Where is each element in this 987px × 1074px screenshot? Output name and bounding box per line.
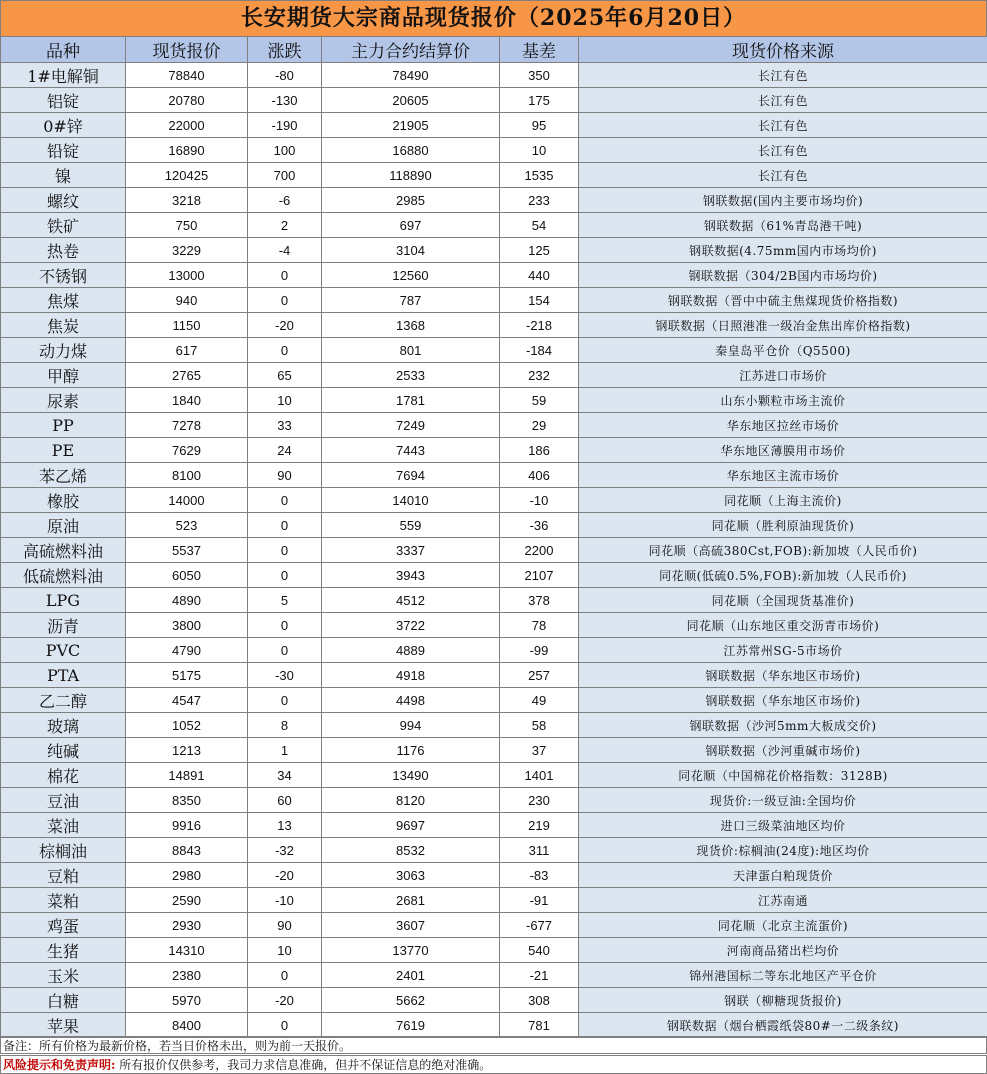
- cell-change: -20: [248, 988, 322, 1013]
- cell-variety: 铝锭: [1, 88, 126, 113]
- cell-basis: 37: [500, 738, 579, 763]
- cell-spot-price: 617: [126, 338, 248, 363]
- cell-basis: 78: [500, 613, 579, 638]
- cell-spot-price: 1840: [126, 388, 248, 413]
- cell-basis: 10: [500, 138, 579, 163]
- cell-spot-price: 523: [126, 513, 248, 538]
- cell-change: 8: [248, 713, 322, 738]
- cell-settlement: 7443: [322, 438, 500, 463]
- table-row: [1, 338, 987, 363]
- cell-variety: PP: [1, 413, 126, 438]
- cell-settlement: 8532: [322, 838, 500, 863]
- cell-variety: 玻璃: [1, 713, 126, 738]
- cell-settlement: 4889: [322, 638, 500, 663]
- cell-price-source: 同花顺（上海主流价): [579, 488, 987, 513]
- cell-spot-price: 22000: [126, 113, 248, 138]
- table-row: [1, 588, 987, 613]
- cell-price-source: 进口三级菜油地区均价: [579, 813, 987, 838]
- cell-spot-price: 5970: [126, 988, 248, 1013]
- cell-variety: 豆油: [1, 788, 126, 813]
- cell-spot-price: 1052: [126, 713, 248, 738]
- cell-change: 0: [248, 288, 322, 313]
- table-row: [1, 63, 987, 88]
- cell-basis: 125: [500, 238, 579, 263]
- header-variety: 品种: [1, 37, 126, 63]
- cell-spot-price: 2930: [126, 913, 248, 938]
- cell-change: 700: [248, 163, 322, 188]
- cell-change: 13: [248, 813, 322, 838]
- table-row: [1, 188, 987, 213]
- cell-settlement: 4918: [322, 663, 500, 688]
- table-header-row: [1, 37, 987, 63]
- cell-basis: 154: [500, 288, 579, 313]
- cell-spot-price: 750: [126, 213, 248, 238]
- cell-change: 90: [248, 913, 322, 938]
- cell-spot-price: 5175: [126, 663, 248, 688]
- cell-variety: 低硫燃料油: [1, 563, 126, 588]
- cell-spot-price: 2590: [126, 888, 248, 913]
- cell-price-source: 长江有色: [579, 88, 987, 113]
- cell-variety: 铁矿: [1, 213, 126, 238]
- table-row: [1, 988, 987, 1013]
- cell-variety: PE: [1, 438, 126, 463]
- cell-settlement: 78490: [322, 63, 500, 88]
- header-change: 涨跌: [248, 37, 322, 63]
- table-row: [1, 438, 987, 463]
- cell-basis: 540: [500, 938, 579, 963]
- table-row: [1, 138, 987, 163]
- table-row: [1, 163, 987, 188]
- cell-variety: 豆粕: [1, 863, 126, 888]
- cell-spot-price: 8843: [126, 838, 248, 863]
- cell-spot-price: 1150: [126, 313, 248, 338]
- cell-change: 10: [248, 388, 322, 413]
- cell-variety: 热卷: [1, 238, 126, 263]
- table-body: [1, 63, 987, 1038]
- cell-change: 0: [248, 563, 322, 588]
- cell-variety: 原油: [1, 513, 126, 538]
- cell-spot-price: 8350: [126, 788, 248, 813]
- cell-price-source: 同花顺(低硫0.5%,FOB):新加坡（人民币价): [579, 563, 987, 588]
- cell-settlement: 20605: [322, 88, 500, 113]
- cell-basis: 1535: [500, 163, 579, 188]
- cell-settlement: 2681: [322, 888, 500, 913]
- cell-spot-price: 4547: [126, 688, 248, 713]
- cell-variety: 螺纹: [1, 188, 126, 213]
- header-spot-price: 现货报价: [126, 37, 248, 63]
- cell-spot-price: 8400: [126, 1013, 248, 1038]
- cell-price-source: 锦州港国标二等东北地区产平仓价: [579, 963, 987, 988]
- table-row: [1, 488, 987, 513]
- cell-spot-price: 7278: [126, 413, 248, 438]
- disclaimer-text: 所有报价仅供参考，我司力求信息准确，但并不保证信息的绝对准确。: [119, 1058, 492, 1072]
- cell-settlement: 2985: [322, 188, 500, 213]
- cell-spot-price: 2765: [126, 363, 248, 388]
- table-row: [1, 813, 987, 838]
- cell-spot-price: 14000: [126, 488, 248, 513]
- cell-settlement: 1176: [322, 738, 500, 763]
- cell-basis: 58: [500, 713, 579, 738]
- cell-change: 33: [248, 413, 322, 438]
- cell-settlement: 13770: [322, 938, 500, 963]
- cell-price-source: 钢联数据（61%青岛港干吨): [579, 213, 987, 238]
- cell-change: 65: [248, 363, 322, 388]
- cell-spot-price: 16890: [126, 138, 248, 163]
- cell-spot-price: 3229: [126, 238, 248, 263]
- cell-spot-price: 4890: [126, 588, 248, 613]
- cell-basis: -218: [500, 313, 579, 338]
- cell-spot-price: 8100: [126, 463, 248, 488]
- cell-price-source: 钢联数据（日照港准一级冶金焦出库价格指数): [579, 313, 987, 338]
- cell-price-source: 江苏南通: [579, 888, 987, 913]
- table-row: [1, 613, 987, 638]
- cell-spot-price: 4790: [126, 638, 248, 663]
- cell-basis: 1401: [500, 763, 579, 788]
- table-row: [1, 463, 987, 488]
- cell-change: 2: [248, 213, 322, 238]
- cell-price-source: 同花顺（全国现货基准价): [579, 588, 987, 613]
- table-row: [1, 838, 987, 863]
- cell-spot-price: 14310: [126, 938, 248, 963]
- cell-variety: LPG: [1, 588, 126, 613]
- cell-variety: 白糖: [1, 988, 126, 1013]
- cell-change: 0: [248, 963, 322, 988]
- cell-price-source: 长江有色: [579, 113, 987, 138]
- cell-price-source: 钢联数据（沙河5mm大板成交价): [579, 713, 987, 738]
- table-row: [1, 913, 987, 938]
- cell-basis: 311: [500, 838, 579, 863]
- cell-spot-price: 2980: [126, 863, 248, 888]
- cell-change: 60: [248, 788, 322, 813]
- cell-basis: -83: [500, 863, 579, 888]
- cell-basis: 308: [500, 988, 579, 1013]
- cell-settlement: 118890: [322, 163, 500, 188]
- cell-change: -32: [248, 838, 322, 863]
- cell-spot-price: 1213: [126, 738, 248, 763]
- cell-settlement: 7619: [322, 1013, 500, 1038]
- cell-settlement: 4498: [322, 688, 500, 713]
- cell-settlement: 2533: [322, 363, 500, 388]
- cell-settlement: 3104: [322, 238, 500, 263]
- cell-variety: 菜粕: [1, 888, 126, 913]
- cell-change: 0: [248, 263, 322, 288]
- cell-change: 0: [248, 688, 322, 713]
- cell-variety: 镍: [1, 163, 126, 188]
- header-price-source: 现货价格来源: [579, 37, 987, 63]
- cell-variety: PTA: [1, 663, 126, 688]
- cell-settlement: 7694: [322, 463, 500, 488]
- cell-change: 0: [248, 638, 322, 663]
- cell-change: 0: [248, 338, 322, 363]
- table-row: [1, 738, 987, 763]
- cell-price-source: 钢联数据（304/2B国内市场均价): [579, 263, 987, 288]
- cell-price-source: 长江有色: [579, 163, 987, 188]
- cell-variety: 甲醇: [1, 363, 126, 388]
- cell-basis: 2200: [500, 538, 579, 563]
- cell-spot-price: 2380: [126, 963, 248, 988]
- cell-basis: 59: [500, 388, 579, 413]
- cell-change: -130: [248, 88, 322, 113]
- cell-spot-price: 13000: [126, 263, 248, 288]
- cell-change: 0: [248, 513, 322, 538]
- cell-basis: 186: [500, 438, 579, 463]
- cell-basis: 49: [500, 688, 579, 713]
- cell-price-source: 钢联数据(4.75mm国内市场均价): [579, 238, 987, 263]
- cell-settlement: 16880: [322, 138, 500, 163]
- cell-price-source: 钢联（柳糖现货报价): [579, 988, 987, 1013]
- table-row: [1, 288, 987, 313]
- cell-basis: 378: [500, 588, 579, 613]
- table-row: [1, 113, 987, 138]
- cell-change: 100: [248, 138, 322, 163]
- cell-settlement: 5662: [322, 988, 500, 1013]
- cell-change: -20: [248, 313, 322, 338]
- cell-basis: 233: [500, 188, 579, 213]
- cell-basis: 350: [500, 63, 579, 88]
- cell-settlement: 3063: [322, 863, 500, 888]
- cell-basis: 29: [500, 413, 579, 438]
- cell-change: -6: [248, 188, 322, 213]
- cell-price-source: 同花顺（北京主流蛋价): [579, 913, 987, 938]
- cell-price-source: 华东地区薄膜用市场价: [579, 438, 987, 463]
- cell-settlement: 1368: [322, 313, 500, 338]
- cell-spot-price: 20780: [126, 88, 248, 113]
- cell-basis: 2107: [500, 563, 579, 588]
- table-row: [1, 763, 987, 788]
- cell-basis: -184: [500, 338, 579, 363]
- cell-price-source: 山东小颗粒市场主流价: [579, 388, 987, 413]
- cell-variety: PVC: [1, 638, 126, 663]
- cell-settlement: 12560: [322, 263, 500, 288]
- cell-settlement: 697: [322, 213, 500, 238]
- cell-spot-price: 3218: [126, 188, 248, 213]
- cell-price-source: 华东地区拉丝市场价: [579, 413, 987, 438]
- cell-variety: 1#电解铜: [1, 63, 126, 88]
- disclaimer-label: 风险提示和免责声明:: [3, 1058, 116, 1072]
- cell-price-source: 钢联数据（华东地区市场价): [579, 688, 987, 713]
- cell-variety: 纯碱: [1, 738, 126, 763]
- cell-basis: 54: [500, 213, 579, 238]
- cell-change: -20: [248, 863, 322, 888]
- cell-basis: 95: [500, 113, 579, 138]
- cell-basis: -91: [500, 888, 579, 913]
- cell-change: -190: [248, 113, 322, 138]
- cell-settlement: 3943: [322, 563, 500, 588]
- cell-basis: -677: [500, 913, 579, 938]
- cell-price-source: 钢联数据（华东地区市场价): [579, 663, 987, 688]
- footnote: 备注：所有价格为最新价格，若当日价格未出，则为前一天报价。: [0, 1036, 987, 1054]
- cell-price-source: 长江有色: [579, 138, 987, 163]
- cell-basis: -99: [500, 638, 579, 663]
- cell-price-source: 江苏进口市场价: [579, 363, 987, 388]
- cell-variety: 生猪: [1, 938, 126, 963]
- table-row: [1, 538, 987, 563]
- cell-spot-price: 7629: [126, 438, 248, 463]
- cell-settlement: 21905: [322, 113, 500, 138]
- table-row: [1, 263, 987, 288]
- cell-price-source: 河南商品猪出栏均价: [579, 938, 987, 963]
- table-row: [1, 88, 987, 113]
- cell-change: 0: [248, 1013, 322, 1038]
- cell-spot-price: 14891: [126, 763, 248, 788]
- cell-basis: 781: [500, 1013, 579, 1038]
- cell-variety: 棕榈油: [1, 838, 126, 863]
- cell-settlement: 4512: [322, 588, 500, 613]
- cell-basis: 175: [500, 88, 579, 113]
- cell-variety: 玉米: [1, 963, 126, 988]
- cell-variety: 焦煤: [1, 288, 126, 313]
- cell-basis: 232: [500, 363, 579, 388]
- cell-basis: -21: [500, 963, 579, 988]
- cell-settlement: 3607: [322, 913, 500, 938]
- table-row: [1, 1013, 987, 1038]
- cell-change: 34: [248, 763, 322, 788]
- cell-settlement: 7249: [322, 413, 500, 438]
- cell-variety: 苯乙烯: [1, 463, 126, 488]
- table-row: [1, 863, 987, 888]
- header-settlement: 主力合约结算价: [322, 37, 500, 63]
- cell-change: 0: [248, 613, 322, 638]
- cell-settlement: 13490: [322, 763, 500, 788]
- table-row: [1, 963, 987, 988]
- cell-variety: 高硫燃料油: [1, 538, 126, 563]
- cell-price-source: 秦皇岛平仓价（Q5500): [579, 338, 987, 363]
- cell-variety: 动力煤: [1, 338, 126, 363]
- cell-basis: -10: [500, 488, 579, 513]
- cell-spot-price: 5537: [126, 538, 248, 563]
- table-row: [1, 213, 987, 238]
- table-row: [1, 713, 987, 738]
- cell-basis: 406: [500, 463, 579, 488]
- cell-change: -80: [248, 63, 322, 88]
- cell-change: -4: [248, 238, 322, 263]
- table-row: [1, 888, 987, 913]
- cell-price-source: 钢联数据(国内主要市场均价): [579, 188, 987, 213]
- cell-settlement: 3337: [322, 538, 500, 563]
- cell-price-source: 华东地区主流市场价: [579, 463, 987, 488]
- table-row: [1, 363, 987, 388]
- cell-basis: 230: [500, 788, 579, 813]
- cell-price-source: 钢联数据（沙河重碱市场价): [579, 738, 987, 763]
- cell-price-source: 江苏常州SG-5市场价: [579, 638, 987, 663]
- cell-price-source: 钢联数据（晋中中硫主焦煤现货价格指数): [579, 288, 987, 313]
- cell-settlement: 9697: [322, 813, 500, 838]
- cell-settlement: 787: [322, 288, 500, 313]
- cell-spot-price: 78840: [126, 63, 248, 88]
- cell-change: 1: [248, 738, 322, 763]
- table-row: [1, 313, 987, 338]
- cell-settlement: 801: [322, 338, 500, 363]
- cell-price-source: 钢联数据（烟台栖霞纸袋80#一二级条纹): [579, 1013, 987, 1038]
- cell-settlement: 8120: [322, 788, 500, 813]
- cell-change: -10: [248, 888, 322, 913]
- cell-change: 10: [248, 938, 322, 963]
- cell-settlement: 994: [322, 713, 500, 738]
- cell-variety: 橡胶: [1, 488, 126, 513]
- cell-spot-price: 940: [126, 288, 248, 313]
- table-row: [1, 788, 987, 813]
- table-row: [1, 563, 987, 588]
- cell-change: 24: [248, 438, 322, 463]
- table-row: [1, 938, 987, 963]
- cell-basis: -36: [500, 513, 579, 538]
- cell-variety: 菜油: [1, 813, 126, 838]
- table-row: [1, 238, 987, 263]
- cell-settlement: 1781: [322, 388, 500, 413]
- cell-variety: 焦炭: [1, 313, 126, 338]
- cell-settlement: 3722: [322, 613, 500, 638]
- cell-price-source: 同花顺（胜利原油现货价): [579, 513, 987, 538]
- cell-change: 0: [248, 538, 322, 563]
- cell-change: -30: [248, 663, 322, 688]
- header-basis: 基差: [500, 37, 579, 63]
- cell-variety: 鸡蛋: [1, 913, 126, 938]
- cell-price-source: 同花顺（山东地区重交沥青市场价): [579, 613, 987, 638]
- cell-variety: 沥青: [1, 613, 126, 638]
- cell-basis: 257: [500, 663, 579, 688]
- cell-settlement: 14010: [322, 488, 500, 513]
- table-row: [1, 663, 987, 688]
- cell-settlement: 2401: [322, 963, 500, 988]
- cell-price-source: 现货价:棕榈油(24度):地区均价: [579, 838, 987, 863]
- cell-change: 5: [248, 588, 322, 613]
- cell-price-source: 长江有色: [579, 63, 987, 88]
- cell-variety: 不锈钢: [1, 263, 126, 288]
- cell-variety: 铅锭: [1, 138, 126, 163]
- cell-spot-price: 9916: [126, 813, 248, 838]
- cell-spot-price: 120425: [126, 163, 248, 188]
- table-row: [1, 388, 987, 413]
- table-row: [1, 513, 987, 538]
- cell-variety: 苹果: [1, 1013, 126, 1038]
- table-row: [1, 413, 987, 438]
- cell-price-source: 同花顺（中国棉花价格指数：3128B): [579, 763, 987, 788]
- cell-price-source: 现货价:一级豆油:全国均价: [579, 788, 987, 813]
- cell-change: 90: [248, 463, 322, 488]
- table-row: [1, 638, 987, 663]
- cell-settlement: 559: [322, 513, 500, 538]
- cell-basis: 219: [500, 813, 579, 838]
- cell-variety: 棉花: [1, 763, 126, 788]
- cell-price-source: 同花顺（高硫380Cst,FOB):新加坡（人民币价): [579, 538, 987, 563]
- cell-spot-price: 3800: [126, 613, 248, 638]
- cell-basis: 440: [500, 263, 579, 288]
- disclaimer: [0, 1055, 987, 1074]
- price-table: [0, 36, 987, 1038]
- sheet-title: 长安期货大宗商品现货报价（2025年6月20日）: [0, 0, 987, 37]
- table-row: [1, 688, 987, 713]
- cell-change: 0: [248, 488, 322, 513]
- cell-price-source: 天津蛋白粕现货价: [579, 863, 987, 888]
- cell-variety: 乙二醇: [1, 688, 126, 713]
- cell-spot-price: 6050: [126, 563, 248, 588]
- cell-variety: 0#锌: [1, 113, 126, 138]
- cell-variety: 尿素: [1, 388, 126, 413]
